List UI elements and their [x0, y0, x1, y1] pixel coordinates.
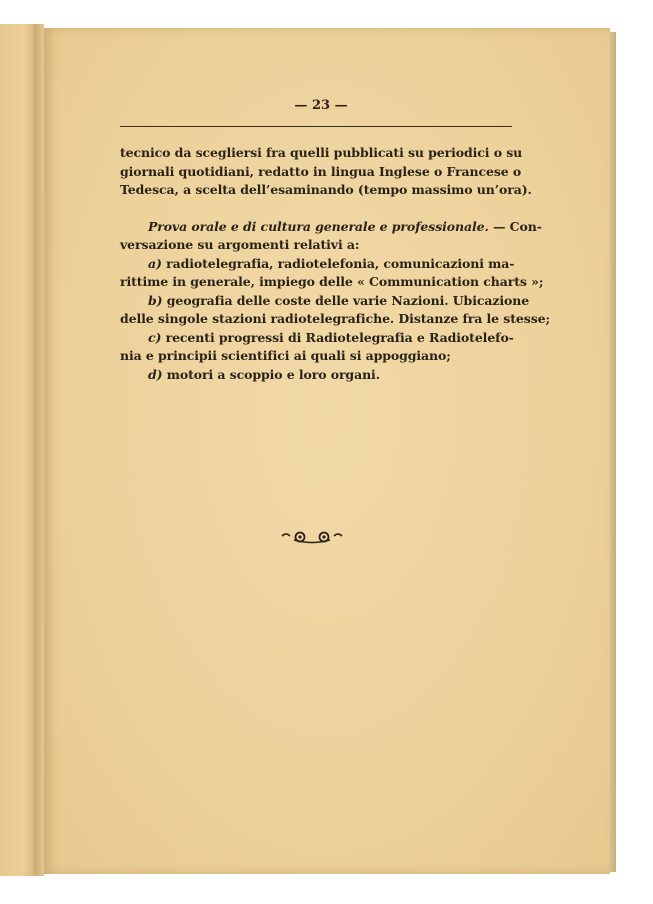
page-number: — 23 — [294, 98, 348, 113]
text-line: Tedesca, a scelta dell’esaminando (tempo massimo un’ora). [120, 182, 532, 197]
text-line [120, 218, 542, 237]
text-line: nia e principii scientifici ai quali si appoggiano; [120, 348, 451, 363]
item-c-text: recenti progressi di Radiotelegrafia e Radiotelefo- [161, 329, 514, 345]
item-marker-b: b) [148, 292, 163, 308]
header-rule [120, 126, 512, 127]
item-marker-c: c) [148, 329, 162, 345]
book-spine [34, 24, 44, 876]
text-line: rittime in generale, impiego delle « Communication charts »; [120, 274, 544, 289]
text-line: versazione su argomenti relativi a: [120, 237, 360, 252]
item-d-line [120, 366, 512, 385]
section-heading-rest: — Con- [488, 218, 542, 234]
text-line: tecnico da scegliersi fra quelli pubblicati su periodici o su [120, 145, 523, 160]
ornament-flourish-icon [280, 528, 344, 548]
paragraph-gap [120, 200, 512, 218]
paragraph-oral-exam [120, 218, 550, 385]
text-line: giornali quotidiani, redatto in lingua Inglese o Francese o [120, 163, 522, 179]
paragraph-translation-test [120, 144, 532, 200]
page-content [120, 96, 550, 384]
item-c-line [120, 329, 512, 348]
page-stack-edge [610, 32, 616, 872]
text-line: delle singole stazioni radiotelegrafiche. Distanze fra le stesse; [120, 311, 550, 326]
left-page-edge [0, 24, 35, 876]
item-b-text: geografia delle coste delle varie Nazioni. Ubicazione [162, 292, 530, 308]
item-a-text: radiotelegrafia, radiotelefonia, comunicazioni ma- [161, 255, 515, 271]
item-b-line [120, 292, 530, 311]
section-heading-italic: Prova orale e di cultura generale e professionale. [148, 218, 489, 234]
item-a-line [120, 255, 515, 274]
item-marker-a: a) [148, 255, 162, 271]
item-d-text: motori a scoppio e loro organi. [162, 366, 380, 382]
item-marker-d: d) [148, 366, 163, 382]
